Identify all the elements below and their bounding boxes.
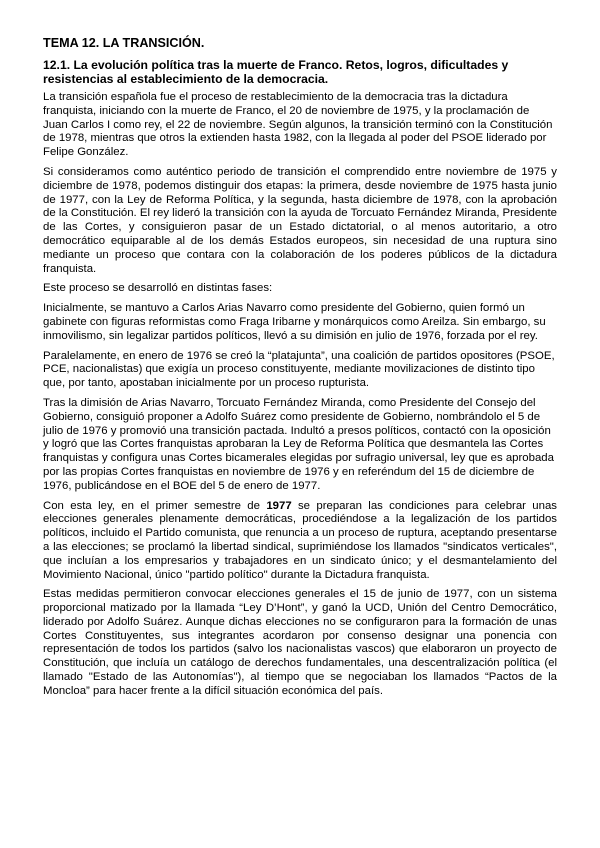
paragraph-arias-navarro: Inicialmente, se mantuvo a Carlos Arias Navarro como presidente del Gobierno, quien formó un gabinete con figuras reformistas como Fraga Iribarne y monárquicos como Areilza. Sin embargo, su inmovilismo, sin legalizar partidos políticos, llevó a su dimisión en julio de 1976, forzada por el rey. — [43, 302, 546, 342]
document-title: TEMA 12. LA TRANSICIÓN. — [43, 36, 205, 50]
section-heading: 12.1. La evolución política tras la muerte de Franco. Retos, logros, dificultades y resistencias al establecimiento de la democracia. — [43, 58, 509, 86]
paragraph-1977-start: Con esta ley, en el primer semestre de — [43, 499, 267, 512]
paragraph-phases: Este proceso se desarrolló en distintas fases: — [43, 282, 273, 295]
paragraph-1977-rest: se preparan las condiciones para celebrar unas elecciones generales plenamente democráticas, procediéndose a la legalización de los partidos políticos, incluido el Partido comunista, que renuncia a un proceso de ruptura, aceptando presentarse a las elecciones; se proclamó la libertad sindical, suprimiéndose los llamados "sindicatos verticales", que incluían a los empresarios y trabajadores en un sindicato único; y el desmantelamiento del Movimiento Nacional, único "partido político" durante la Dictadura franquista. — [43, 499, 557, 581]
paragraph-elections: Estas medidas permitieron convocar elecciones generales el 15 de junio de 1977, con un sistema proporcional matizado por la llamada “Ley D’Hont”, y ganó la UCD, Unión del Centro Democrático, liderado por Adolfo Suárez. Aunque dichas elecciones no se configuraron para la formación de unas Cortes Constituyentes, sus integrantes acordaron por consenso designar una ponencia con representación de todos los partidos (salvo los nacionalistas vascos) que elaboraron un proyecto de Constitución, que incluía un catálogo de derechos fundamentales, una descentralización política (el llamado "Estado de las Autonomías"), al tiempo que se negociaban los llamados “Pactos de la Moncloa” para hacer frente a la difícil situación económica del país. — [43, 588, 557, 697]
paragraph-stages: Si consideramos como auténtico periodo de transición el comprendido entre noviembre de 1975 y diciembre de 1978, podemos distinguir dos etapas: la primera, desde noviembre de 1975 hasta junio de 1977, con la Ley de Reforma Política, y la segunda, hasta diciembre de 1978, con la aprobación de la Constitución. El rey lideró la transición con la ayuda de Torcuato Fernández Miranda, Presidente de las Cortes, y consiguieron pasar de un Estado dictatorial, o al menos autoritario, a otro democrático equiparable al de los demás Estados europeos, sin necesidad de una ruptura sino mediante un proceso que contara con la colaboración de los poderes públicos de la dictadura franquista. — [43, 165, 557, 275]
paragraph-platajunta: Paralelamente, en enero de 1976 se creó la “platajunta”, una coalición de partidos opositores (PSOE, PCE, nacionalistas) que exigía un proceso constituyente, mediante movilizaciones de distinto tipo que, por tanto, apostaban inicialmente por un proceso rupturista. — [43, 349, 555, 390]
paragraph-suarez: Tras la dimisión de Arias Navarro, Torcuato Fernández Miranda, como Presidente del Consejo del Gobierno, consiguió proponer a Adolfo Suárez como presidente de Gobierno, nombrándolo el 5 de julio de 1976 y promovió una transición pactada. Indultó a presos políticos, contactó con la oposición y logró que las Cortes franquistas aprobaran la Ley de Reforma Política que desmantela las Cortes franquistas y configura unas Cortes bicamerales elegidas por sufragio universal, ley que es aprobada por las propias Cortes franquistas en noviembre de 1976 y en referéndum del 15 de diciembre de 1976, publicándose en el BOE del 5 de enero de 1977. — [43, 396, 554, 492]
paragraph-intro: La transición española fue el proceso de restablecimiento de la democracia tras la dictadura franquista, iniciando con la muerte de Franco, el 20 de noviembre de 1975, y la proclamación de Juan Carlos I como rey, el 22 de noviembre. Según algunos, la transición terminó con la Constitución de 1978, mientras que otros la extienden hasta 1982, con la llegada al poder del PSOE liderado por Felipe González. — [43, 91, 553, 159]
paragraph-1977 — [43, 500, 557, 583]
year-1977-bold: 1977 — [266, 499, 292, 512]
